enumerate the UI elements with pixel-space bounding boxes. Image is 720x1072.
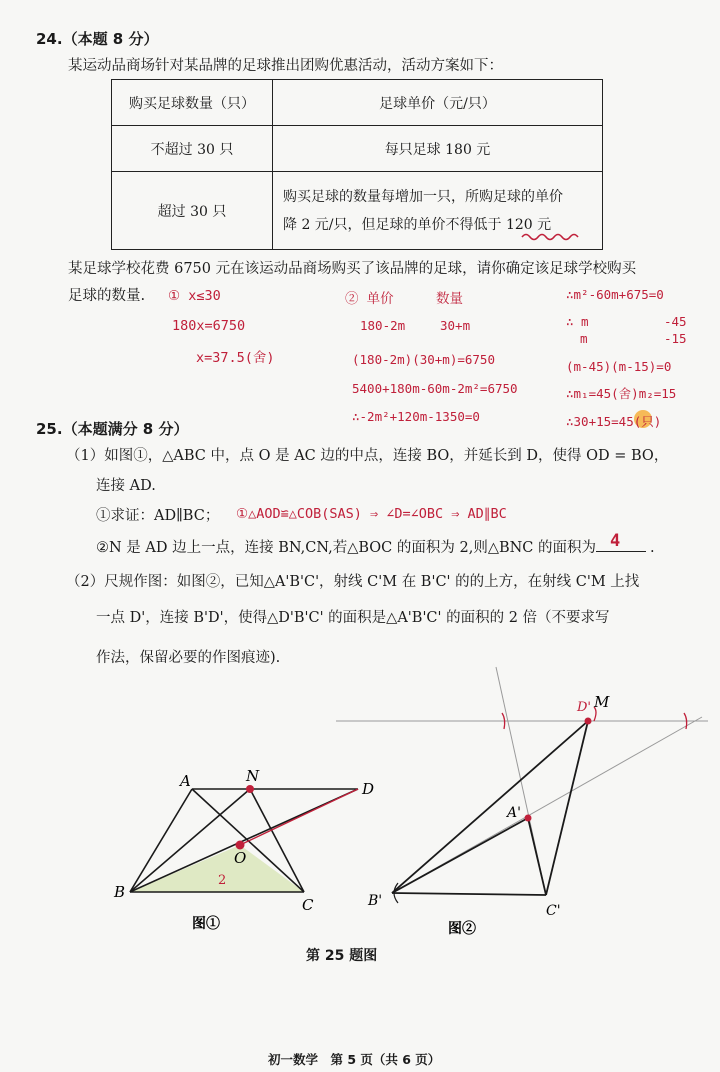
hw-proof: ①△AOD≌△COB(SAS) ⇒ ∠D=∠OBC ⇒ AD∥BC (236, 506, 507, 522)
table-header-cell: 购买足球数量（只） (112, 80, 273, 126)
q25-area-question-end: . (650, 540, 655, 556)
label-c-prime: C' (546, 903, 561, 919)
q25-part1-line2: 连接 AD. (96, 478, 156, 494)
segment-b-d (392, 721, 588, 893)
hw-case2-price: 180-2m (360, 318, 406, 333)
hw-area-answer: 4 (610, 531, 621, 551)
hw-factor-left1: ∴ m (566, 314, 589, 329)
label-a: A (180, 772, 191, 790)
area-note: 2 (218, 873, 227, 888)
q25-title: 25.（本题满分 8 分） (36, 420, 189, 438)
hw-case2-heading: ② 单价 (345, 291, 394, 307)
hw-case1-result: x=37.5(舍) (196, 350, 275, 366)
q25-part2-line1: （2）尺规作图：如图②，已知△A'B'C'，射线 C'M 在 B'C' 的的上方，在射线 C'M 上找 (66, 574, 640, 590)
q25-area-question (96, 531, 655, 558)
price-table (111, 79, 603, 250)
table-header-row (112, 80, 603, 126)
hw-case2-simplified: ∴-2m²+120m-1350=0 (352, 409, 480, 424)
hw-factored: (m-45)(m-15)=0 (566, 359, 672, 374)
q25-proof-label: ①求证：AD∥BC； (96, 508, 220, 524)
table-cell-line: 降 2 元/只，但足球的单价不得低于 120 元 (283, 216, 552, 233)
hw-case2-expand: 5400+180m-60m-2m²=6750 (352, 381, 518, 396)
hw-factor-right2: -15 (664, 331, 687, 346)
q25-area-question-text: ②N 是 AD 边上一点，连接 BN,CN,若△BOC 的面积为 2,则△BNC 的面积为 (96, 540, 597, 556)
figure-caption: 第 25 题图 (306, 948, 378, 964)
q25-part1-line1: （1）如图①，△ABC 中，点 O 是 AC 边的中点，连接 BO，并延长到 D，使得 OD = BO， (66, 448, 669, 464)
hw-case2-heading-qty: 数量 (436, 291, 463, 307)
table-cell: 不超过 30 只 (112, 126, 273, 172)
hw-roots: ∴m₁=45(舍)m₂=15 (566, 386, 677, 401)
hw-quadratic: ∴m²-60m+675=0 (566, 287, 664, 302)
ray-cm (546, 721, 588, 895)
wavy-underline-mark (520, 232, 580, 242)
answer-blank (596, 531, 650, 558)
table-header-cell: 足球单价（元/只） (273, 80, 603, 126)
hw-final-answer: ∴30+15=45(只) (566, 414, 662, 429)
label-c: C (302, 896, 314, 914)
label-n: N (246, 767, 260, 785)
page-footer: 初一数学 第 5 页（共 6 页） (268, 1052, 441, 1067)
hw-case1-equation: 180x=6750 (172, 318, 246, 334)
label-o: O (234, 849, 247, 867)
q24-intro: 某运动品商场针对某品牌的足球推出团购优惠活动，活动方案如下： (68, 58, 503, 74)
segment-a-c (528, 818, 546, 895)
figure-2 (330, 655, 715, 950)
q25-part2-line2: 一点 D'，连接 B'D'，使得△D'B'C' 的面积是△A'B'C' 的面积的 2 倍（不要求写 (96, 610, 610, 626)
label-m: M (594, 693, 610, 711)
point-d-dot (585, 718, 592, 725)
hw-factor-left2: m (580, 331, 588, 346)
table-cell: 每只足球 180 元 (273, 126, 603, 172)
hw-factor-right1: -45 (664, 314, 687, 329)
point-a-dot (525, 815, 532, 822)
hw-case1-condition: ① x≤30 (168, 288, 221, 304)
figure-1-caption: 图① (192, 916, 220, 932)
figure-2-caption: 图② (448, 921, 476, 937)
q24-question-line1: 某足球学校花费 6750 元在该运动品商场购买了该品牌的足球，请你确定该足球学校购买 (68, 261, 637, 277)
segment-b-c (392, 893, 546, 895)
hw-case2-qty: 30+m (440, 318, 471, 333)
label-b: B (114, 883, 126, 901)
segment-b-a (392, 818, 528, 893)
label-d: D (362, 780, 375, 798)
q24-question-line2: 足球的数量. (68, 288, 146, 304)
table-cell-line: 购买足球的数量每增加一只，所购足球的单价 (283, 188, 563, 205)
q24-title: 24.（本题 8 分） (36, 30, 159, 48)
table-cell: 超过 30 只 (112, 172, 273, 250)
label-a-prime: A' (507, 805, 521, 821)
table-row (112, 126, 603, 172)
q25-part2-line3: 作法，保留必要的作图痕迹). (96, 650, 281, 666)
label-d-prime: D' (577, 700, 591, 715)
point-n-dot (246, 785, 254, 793)
label-b-prime: B' (368, 893, 383, 909)
hw-case2-equation: (180-2m)(30+m)=6750 (352, 352, 495, 367)
